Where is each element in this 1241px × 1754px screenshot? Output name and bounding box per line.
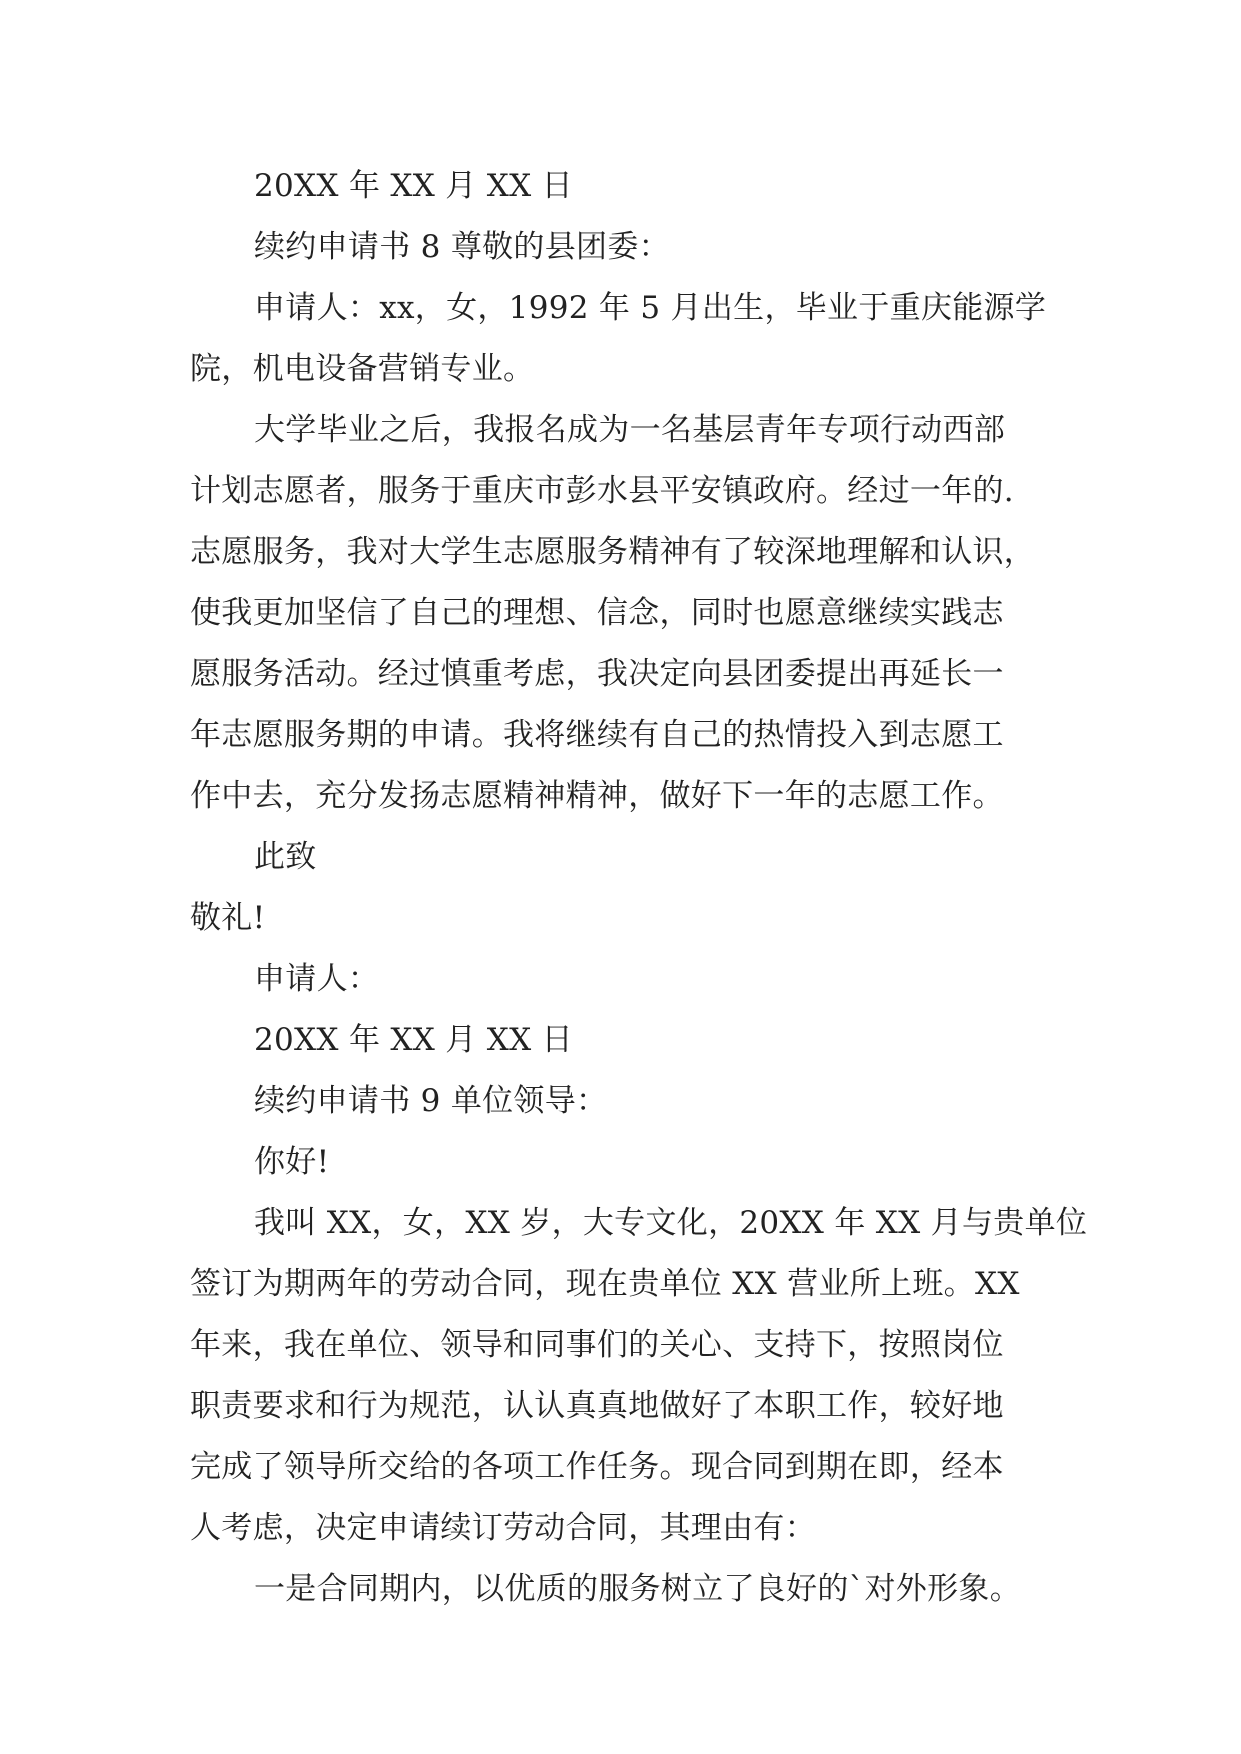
date-line: 20XX 年 XX 月 XX 日 — [254, 168, 573, 204]
paragraph-line: 一是合同期内，以优质的服务树立了良好的`对外形象。 — [254, 1571, 1021, 1607]
paragraph-line: 志愿服务，我对大学生志愿服务精神有了较深地理解和认识， — [190, 534, 1036, 570]
paragraph-line: 使我更加坚信了自己的理想、信念，同时也愿意继续实践志 — [190, 595, 1004, 631]
paragraph-line: 作中去，充分发扬志愿精神精神，做好下一年的志愿工作。 — [190, 778, 1004, 814]
paragraph-line: 大学毕业之后，我报名成为一名基层青年专项行动西部 — [254, 412, 1006, 448]
paragraph-line: 愿服务活动。经过慎重考虑，我决定向县团委提出再延长一 — [190, 656, 1004, 692]
document-body — [190, 156, 1088, 1620]
paragraph-line: 年志愿服务期的申请。我将继续有自己的热情投入到志愿工 — [190, 717, 1004, 753]
letter-heading: 续约申请书 8 尊敬的县团委： — [254, 229, 670, 265]
paragraph-line: 计划志愿者，服务于重庆市彭水县平安镇政府。经过一年的. — [190, 473, 1014, 509]
paragraph-line: 职责要求和行为规范，认认真真地做好了本职工作，较好地 — [190, 1388, 1004, 1424]
paragraph-line: 人考虑，决定申请续订劳动合同，其理由有： — [190, 1510, 816, 1546]
salutation-line: 敬礼! — [190, 900, 266, 936]
signature-line: 申请人： — [254, 961, 380, 997]
date-line: 20XX 年 XX 月 XX 日 — [254, 1022, 573, 1058]
paragraph-line: 年来，我在单位、领导和同事们的关心、支持下，按照岗位 — [190, 1327, 1004, 1363]
paragraph-line: 完成了领导所交给的各项工作任务。现合同到期在即，经本 — [190, 1449, 1004, 1485]
letter-heading: 续约申请书 9 单位领导： — [254, 1083, 608, 1119]
paragraph-line: 院，机电设备营销专业。 — [190, 351, 535, 387]
paragraph-line: 申请人：xx，女，1992 年 5 月出生，毕业于重庆能源学 — [254, 290, 1047, 326]
paragraph-line: 签订为期两年的劳动合同，现在贵单位 XX 营业所上班。XX — [190, 1266, 1020, 1302]
greeting-line: 你好! — [254, 1144, 330, 1180]
paragraph-line: 我叫 XX，女，XX 岁，大专文化，20XX 年 XX 月与贵单位 — [254, 1205, 1088, 1241]
closing-line: 此致 — [254, 839, 317, 875]
